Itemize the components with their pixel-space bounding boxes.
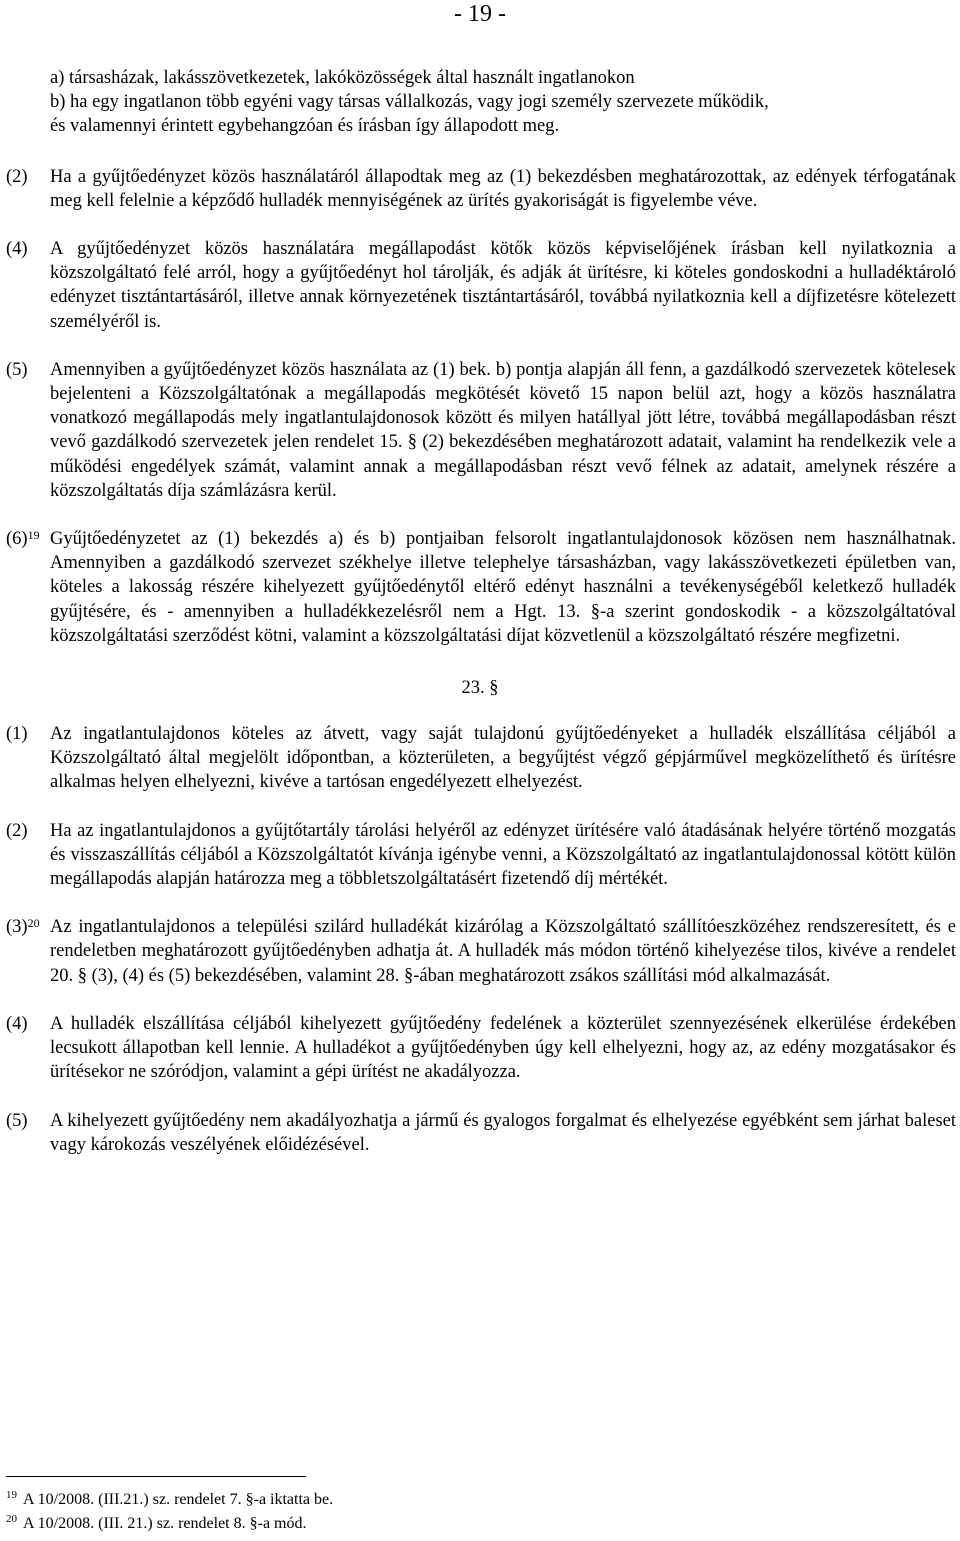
footnote-text: A 10/2008. (III.21.) sz. rendelet 7. §-a iktatta be. [23, 1491, 334, 1508]
paragraph-number: (4) [6, 1013, 28, 1034]
paragraph-text: Az ingatlantulajdonos a települési szilárd hulladékát kizárólag a Közszolgáltató szállítóeszközéhez rendszeresített, és e rendeletben meghatározott gyűjtőedényben adhatja át. A hulladék más módon történő kihelyezése tilos, kivéve a rendelet 20. § (3), (4) és (5) bekezdésében, valamint 28. §-ában meghatározott zsákos szállítási mód alkalmazását. [50, 917, 956, 986]
paragraph-4 [0, 237, 960, 334]
section-title: 23. § [461, 678, 499, 699]
footnote-text: A 10/2008. (III. 21.) sz. rendelet 8. §-a mód. [23, 1515, 307, 1532]
paragraph-number: $(6)^{19}$ [6, 528, 40, 550]
paragraph-number: $(3)^{20}$ [6, 916, 40, 938]
section-23-paragraph-2 [0, 819, 960, 892]
paragraph-2 [0, 165, 960, 213]
paragraph-6 [0, 527, 960, 648]
footnote-divider [6, 1476, 306, 1477]
footnote-19 [6, 1490, 333, 1510]
section-23-paragraph-5 [0, 1109, 960, 1157]
section-23-paragraph-4 [0, 1012, 960, 1085]
paragraph-number: (4) [6, 239, 28, 260]
paragraph-text: Ha az ingatlantulajdonos a gyűjtőtartály tárolási helyéről az edényzet ürítésére való átadásának helyére történő mozgatás és visszaszállítás céljából a Közszolgáltatót kívánja igénybe venni, a Közszolgáltató az ingatlantulajdonossal kötött külön megállapodás alapján határozza meg a többletszolgáltatásért fizetendő díj mértékét. [50, 820, 956, 890]
item-a: a) társasházak, lakásszövetkezetek, lakóközösségek által használt ingatlanokon [50, 68, 635, 88]
paragraph-number: (2) [6, 820, 28, 841]
paragraph-text: Amennyiben a gyűjtőedényzet közös használata az (1) bek. b) pontja alapján áll fenn, a gazdálkodó szervezetek kötelesek bejelenteni a Közszolgáltatónak a megállapodás megkötését követő 15 napon belül azt, hogy a közös használatra vonatkozó megállapodás mely ingatlantulajdonosok között és milyen hatállyal jött létre, továbbá megállapodásban részt vevő gazdálkodó szervezetek jelen rendelet 15. § (2) bekezdésében meghatározott adatait, valamint ha rendelkezik vele a működési engedélyek számát, valamint annak a megállapodásban részt vevő félnek az adatait, amelynek részére a közszolgáltatás díja számlázásra kerül. [50, 359, 956, 501]
footnote-ref[interactable]: 20 [27, 916, 40, 931]
section-23-paragraph-3 [0, 915, 960, 988]
paragraph-text: A gyűjtőedényzet közös használatára megállapodást kötők közös képviselőjének írásban kell nyilatkoznia a közszolgáltató felé arról, hogy a gyűjtőedényt hol tárolják, és adják át ürítésre, ki köteles gondoskodni a hulladéktároló edényzet tisztántartásáról, illetve annak környezetének tisztántartásáról, továbbá nyilatkoznia kell a díjfizetésre kötelezett személyéről is. [50, 239, 956, 332]
paragraph-5 [0, 358, 960, 503]
page-number: - 19 - [454, 1, 506, 27]
paragraph-text: Ha a gyűjtőedényzet közös használatáról állapodtak meg az (1) bekezdésben meghatározottak, az edények térfogatának meg kell felelnie a képződő hulladék mennyiségének az ürítés gyakoriságát is figyelembe véve. [50, 166, 956, 211]
paragraph-number: (2) [6, 166, 28, 187]
footnote-20 [6, 1514, 306, 1534]
document-body [0, 66, 960, 1157]
paragraph-number: (1) [6, 724, 28, 745]
section-23-paragraph-1 [0, 722, 960, 795]
paragraph-text: A kihelyezett gyűjtőedény nem akadályozhatja a jármű és gyalogos forgalmat és elhelyezése egyébként sem járhat baleset vagy károkozás veszélyének előidézésével. [50, 1110, 956, 1155]
footnote-number: 19 [6, 1489, 17, 1501]
paragraph-text: A hulladék elszállítása céljából kihelyezett gyűjtőedény fedelének a közterület szennyezésének elkerülése érdekében lecsukott állapotban kell lennie. A hulladékot a gyűjtőedényben úgy kell elhelyezni, hogy az, az edény mozgatásakor és ürítésekor ne szóródjon, valamint a gépi ürítést ne akadályozza. [50, 1013, 956, 1083]
footnote-number: 20 [6, 1513, 17, 1525]
item-b-continued: és valamennyi érintett egybehangzóan és írásban így állapodott meg. [50, 116, 560, 137]
item-b: b) ha egy ingatlanon több egyéni vagy társas vállalkozás, vagy jogi személy szervezete működik, [50, 92, 769, 113]
paragraph-text: Gyűjtőedényzetet az (1) bekezdés a) és b) pontjaiban felsorolt ingatlantulajdonosok közösen nem használhatnak. Amennyiben a gazdálkodó szervezet székhelye illetve telephelye társasházban, vagy lakásszövetkezeti épületben van, köteles a lakosság részére kihelyezett gyűjtőedénytől eltérő edényt használni a tevékenységéből keletkező hulladék gyűjtésére, és - amennyiben a hulladékkezelésről nem a Hgt. 13. §-a szerint gondoskodik - a közszolgáltatóval közszolgáltatási szerződést kötni, valamint a közszolgáltatási díjat közvetlenül a közszolgáltató részére megfizetni. [50, 529, 956, 646]
paragraph-text: Az ingatlantulajdonos köteles az átvett, vagy saját tulajdonú gyűjtőedényeket a hulladék elszállítása céljából a Közszolgáltató által megjelölt időpontban, a közterületen, a begyűjtést végző gépjárművel megközelíthető és ürítésre alkalmas helyen elhelyezni, kivéve a tartósan engedélyezett elhelyezést. [50, 724, 956, 793]
paragraph-number: (5) [6, 1110, 28, 1131]
paragraph-number: (5) [6, 359, 28, 380]
footnote-ref[interactable]: 19 [27, 528, 40, 543]
